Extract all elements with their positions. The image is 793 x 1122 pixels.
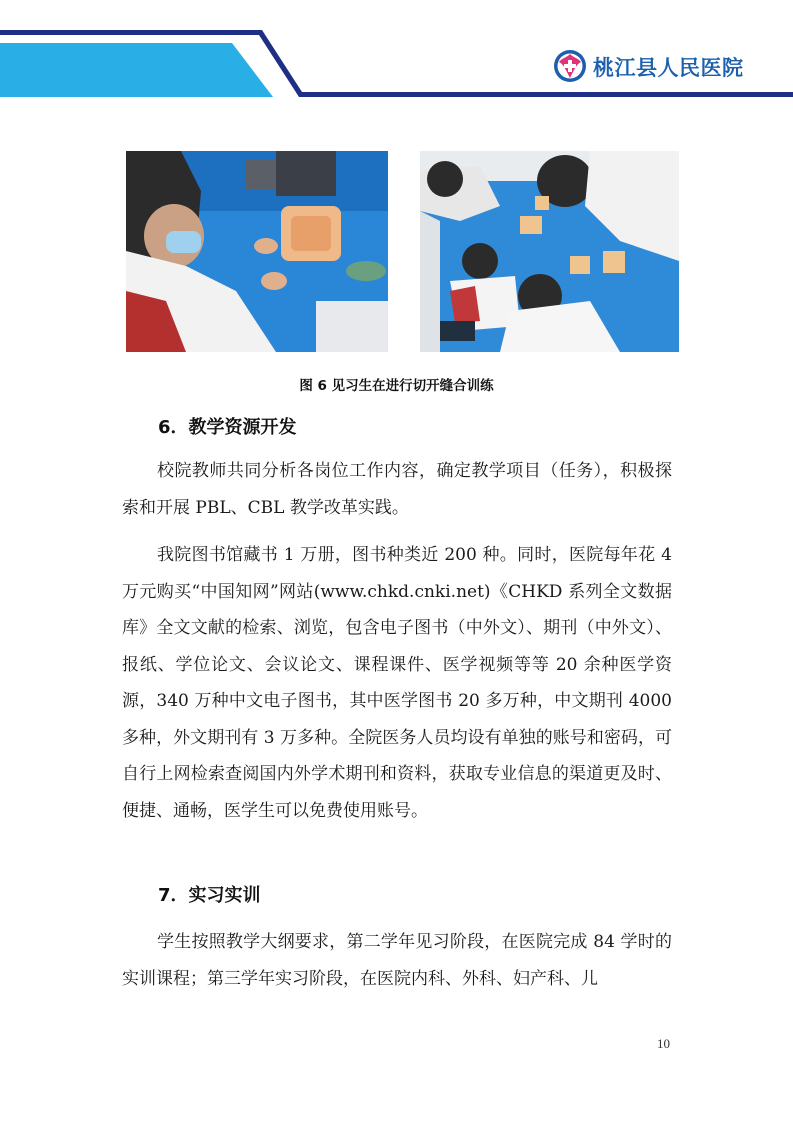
hospital-emblem-icon [553,49,587,83]
section-heading-7: 7．实习实训 [158,885,261,906]
section-7-paragraph-1: 学生按照教学大纲要求，第二学年见习阶段，在医院完成 84 学时的实训课程；第三学年实习阶段，在医院内科、外科、妇产科、儿 [122,932,672,989]
suture-training-photo-1 [126,151,388,352]
suture-training-photo-2 [420,151,679,352]
page-number: 10 [657,1036,670,1051]
section-6-paragraph-2: 我院图书馆藏书 1 万册，图书种类近 200 种。同时，医院每年花 4 万元购买“中国知网”网站(www.chkd.cnki.net)《CHKD 系列全文数据库》全文文献的检索、浏览，包含电子图书（中外文）、期刊（中外文）、报纸、学位论文、会议论文、课程课件、医学视频等等 20 余种医学资源，340 万种中文电子图书，其中医学图书 20 多万种，中文期刊 4000 多种，外文期刊有 3 万多种。全院医务人员均设有单独的账号和密码，可自行上网检索查阅国内外学术期刊和资料，获取专业信息的渠道更及时、便捷、通畅，医学生可以免费使用账号。 [122,545,672,821]
figure-caption: 图 6 见习生在进行切开缝合训练 [299,378,494,394]
header-sky-block [0,43,273,97]
hospital-name: 桃江县人民医院 [593,56,744,80]
section-6-paragraph-1: 校院教师共同分析各岗位工作内容，确定教学项目（任务），积极探索和开展 PBL、CBL 教学改革实践。 [122,461,672,518]
section-heading-6: 6．教学资源开发 [158,417,297,438]
